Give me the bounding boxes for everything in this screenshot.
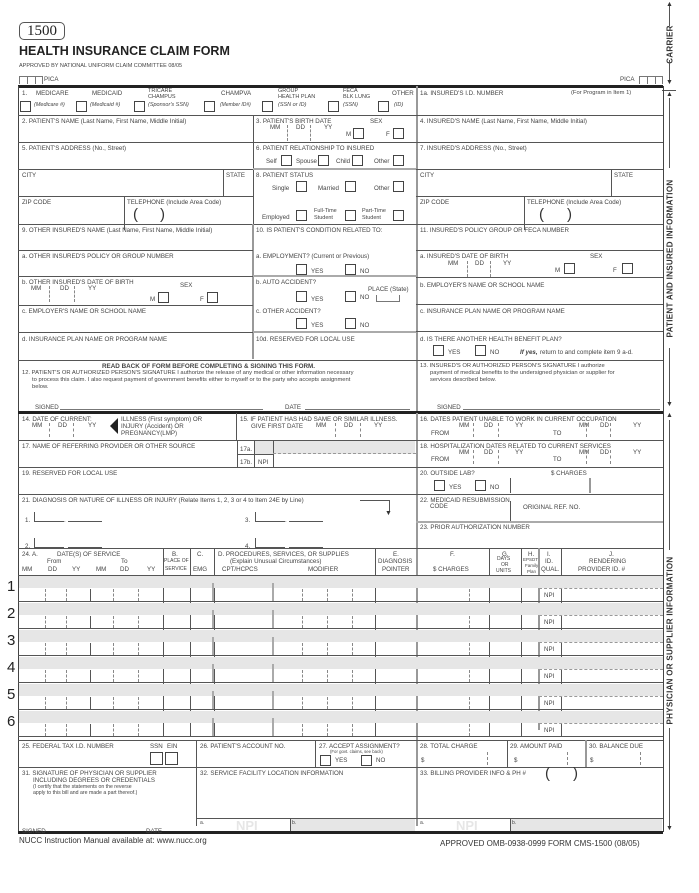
item-1a-label: 1a. INSURED'S I.D. NUMBER [420, 90, 504, 97]
facility-npi-watermark: NPI [236, 818, 258, 833]
facility-other-id-shaded[interactable] [291, 819, 415, 831]
side-label-patient-insured: PATIENT AND INSURED INFORMATION [665, 179, 675, 338]
relationship-child-checkbox[interactable] [352, 155, 363, 166]
referring-provider-input[interactable] [20, 452, 235, 466]
patient-zip-label: ZIP CODE [22, 199, 52, 206]
insured-employer-input[interactable] [420, 290, 660, 304]
other-insured-plan-input[interactable] [20, 344, 250, 358]
item-12-text: 12. PATIENT'S OR AUTHORIZED PERSON'S SIGNATURE I authorize the release of any medical or other information necessary [22, 370, 354, 376]
item-21-label: 21. DIAGNOSIS OR NATURE OF ILLNESS OR INJURY (Relate Items 1, 2, 3 or 4 to Item 24E by Line) [22, 497, 304, 504]
item-10d-label: 10d. RESERVED FOR LOCAL USE [256, 336, 355, 343]
other-accident-no-checkbox[interactable] [345, 318, 356, 329]
other-insured-sex-m-checkbox[interactable] [158, 292, 169, 303]
item-31-label: 31. SIGNATURE OF PHYSICIAN OR SUPPLIER [22, 770, 157, 777]
other-accident-yes-checkbox[interactable] [296, 318, 307, 329]
service-line-number: 6 [7, 713, 16, 730]
item-29-label: 29. AMOUNT PAID [510, 743, 563, 750]
item-9b-label: b. OTHER INSURED'S DATE OF BIRTH [22, 279, 134, 286]
item-25-label: 25. FEDERAL TAX I.D. NUMBER [22, 743, 114, 750]
item-9c-label: c. EMPLOYER'S NAME OR SCHOOL NAME [22, 308, 147, 315]
patient-account-input[interactable] [200, 751, 312, 765]
item-19-label: 19. RESERVED FOR LOCAL USE [22, 470, 118, 477]
service-line-number: 5 [7, 686, 16, 703]
facility-npi-input[interactable] [205, 819, 288, 831]
referring-npi-input[interactable] [275, 455, 414, 467]
status-employed-checkbox[interactable] [296, 210, 307, 221]
pica-left-boxes[interactable] [19, 76, 43, 84]
insured-city-label: CITY [420, 172, 435, 179]
insured-phone-label: TELEPHONE (Include Area Code) [527, 199, 622, 206]
diagnosis-2-suffix-input[interactable] [68, 538, 102, 548]
insured-name-input[interactable] [420, 126, 660, 140]
service-line-npi-label: NPI [544, 673, 555, 680]
amount-paid-input[interactable] [520, 752, 582, 765]
patient-city-input[interactable] [20, 180, 220, 194]
service-line-npi-label: NPI [544, 700, 555, 707]
item-10c-label: c. OTHER ACCIDENT? [256, 308, 321, 315]
insured-policy-group-input[interactable] [420, 235, 660, 249]
footer-omb-approval: APPROVED OMB-0938-0999 FORM CMS-1500 (08/05) [440, 839, 640, 848]
patient-phone-label: TELEPHONE (Include Area Code) [127, 199, 222, 206]
service-line-shaded-1[interactable] [19, 576, 663, 588]
original-ref-input[interactable] [512, 511, 660, 521]
patient-signature-date[interactable] [305, 402, 410, 410]
accept-assignment-no-checkbox[interactable] [361, 755, 372, 766]
item-23-label: 23. PRIOR AUTHORIZATION NUMBER [420, 524, 530, 531]
other-insured-sex-f-checkbox[interactable] [207, 292, 218, 303]
insured-address-input[interactable] [420, 153, 660, 167]
status-parttime-student-checkbox[interactable] [393, 210, 404, 221]
read-back-notice: READ BACK OF FORM BEFORE COMPLETING & SIGNING THIS FORM. [102, 363, 316, 370]
diagnosis-4-input[interactable] [255, 538, 285, 548]
relationship-self-checkbox[interactable] [281, 155, 292, 166]
insured-sex-m-checkbox[interactable] [564, 263, 575, 274]
item-9a-label: a. OTHER INSURED'S POLICY OR GROUP NUMBER [22, 253, 174, 260]
service-line-2-input[interactable] [20, 616, 660, 628]
insured-city-input[interactable] [420, 180, 608, 194]
diagnosis-2-input[interactable] [34, 538, 64, 548]
service-facility-input[interactable] [200, 778, 412, 816]
auto-accident-no-checkbox[interactable] [345, 291, 356, 302]
billing-npi-input[interactable] [425, 819, 508, 831]
pica-right-label: PICA [620, 76, 635, 83]
diagnosis-1-suffix-input[interactable] [68, 512, 102, 522]
insured-signature-line[interactable] [463, 402, 660, 410]
tricare-checkbox[interactable] [134, 101, 145, 112]
item-14-label: 14. DATE OF CURRENT: [22, 416, 92, 423]
service-line-1-input[interactable] [20, 589, 660, 601]
item-30-label: 30. BALANCE DUE [589, 743, 643, 750]
service-line-npi-label: NPI [544, 619, 555, 626]
status-married-checkbox[interactable] [345, 181, 356, 192]
item-13-text: 13. INSURED'S OR AUTHORIZED PERSON'S SIGNATURE I authorize [420, 363, 605, 369]
federal-tax-id-input[interactable] [20, 751, 146, 765]
diagnosis-3-suffix-input[interactable] [289, 512, 323, 522]
relationship-other-checkbox[interactable] [393, 155, 404, 166]
insured-state-label: STATE [614, 172, 634, 179]
patient-address-input[interactable] [20, 153, 250, 167]
program-medicare-label: MEDICARE [36, 90, 69, 97]
relationship-spouse-checkbox[interactable] [318, 155, 329, 166]
diagnosis-3-input[interactable] [255, 512, 285, 522]
outside-lab-yes-checkbox[interactable] [434, 480, 445, 491]
medicaid-checkbox[interactable] [76, 101, 87, 112]
patient-sex-f-checkbox[interactable] [393, 128, 404, 139]
service-line-6-input[interactable] [20, 724, 660, 736]
ein-checkbox[interactable] [165, 752, 178, 765]
service-line-npi-label: NPI [544, 592, 555, 599]
program-other-label: OTHER [392, 90, 414, 97]
item-27-label: 27. ACCEPT ASSIGNMENT? [319, 743, 400, 750]
service-line-number: 4 [7, 659, 16, 676]
form-title: HEALTH INSURANCE CLAIM FORM [19, 44, 230, 58]
program-champva-label: CHAMPVA [221, 90, 252, 97]
billing-npi-watermark: NPI [456, 818, 478, 833]
reserved-local-use-10d-input[interactable] [256, 344, 414, 358]
item-22-label: 22. MEDICAID RESUBMISSION [420, 497, 510, 504]
item-15-label: 15. IF PATIENT HAS HAD SAME OR SIMILAR ILLNESS. [240, 416, 398, 423]
accident-state-input[interactable] [376, 295, 400, 302]
item-6-label: 6. PATIENT RELATIONSHIP TO INSURED [256, 145, 375, 152]
insured-sex-f-checkbox[interactable] [622, 263, 633, 274]
physician-signature-date-input[interactable] [160, 820, 194, 830]
program-medicaid-label: MEDICAID [92, 90, 123, 97]
employment-no-checkbox[interactable] [345, 264, 356, 275]
item-10-label: 10. IS PATIENT'S CONDITION RELATED TO: [256, 227, 383, 234]
auto-accident-yes-checkbox[interactable] [296, 291, 307, 302]
service-line-number: 3 [7, 632, 16, 649]
item-32-label: 32. SERVICE FACILITY LOCATION INFORMATION [200, 770, 344, 777]
item-10a-label: a. EMPLOYMENT? (Current or Previous) [256, 253, 370, 260]
service-line-4-input[interactable] [20, 670, 660, 682]
service-line-npi-label: NPI [544, 727, 555, 734]
employment-yes-checkbox[interactable] [296, 264, 307, 275]
insured-id-input[interactable] [420, 98, 660, 114]
item-11c-label: c. INSURANCE PLAN NAME OR PROGRAM NAME [420, 308, 565, 315]
item-3-label: 3. PATIENT'S BIRTH DATE [256, 118, 332, 125]
balance-due-input[interactable] [597, 752, 660, 765]
item-4-label: 4. INSURED'S NAME (Last Name, First Name, Middle Initial) [420, 118, 587, 125]
item-5-label: 5. PATIENT'S ADDRESS (No., Street) [22, 145, 127, 152]
item-11-label: 11. INSURED'S POLICY GROUP OR FECA NUMBER [420, 227, 570, 234]
medicare-checkbox[interactable] [20, 101, 31, 112]
prior-auth-input[interactable] [420, 532, 660, 546]
item-20-label: 20. OUTSIDE LAB? [420, 470, 475, 477]
outside-lab-no-checkbox[interactable] [475, 480, 486, 491]
patient-name-input[interactable] [20, 126, 250, 140]
insured-state-input[interactable] [613, 180, 661, 194]
item-26-label: 26. PATIENT'S ACCOUNT NO. [200, 743, 286, 750]
service-line-shaded-6[interactable] [19, 711, 663, 723]
item-9-label: 9. OTHER INSURED'S NAME (Last Name, First Name, Middle Initial) [22, 227, 213, 234]
total-charge-input[interactable] [428, 752, 503, 765]
physician-signature-input[interactable] [20, 800, 140, 826]
diagnosis-4-suffix-input[interactable] [289, 538, 323, 548]
pica-right-boxes[interactable] [639, 76, 663, 84]
other-insured-employer-input[interactable] [20, 316, 250, 330]
item-10b-label: b. AUTO ACCIDENT? [256, 279, 317, 286]
billing-other-id-shaded[interactable] [511, 819, 662, 831]
item-11b-label: b. EMPLOYER'S NAME OR SCHOOL NAME [420, 282, 545, 289]
item-11a-label: a. INSURED'S DATE OF BIRTH [420, 253, 509, 260]
resubmission-code-input[interactable] [420, 511, 508, 521]
feca-checkbox[interactable] [328, 101, 339, 112]
service-line-shaded-3[interactable] [19, 630, 663, 642]
other-insured-policy-input[interactable] [20, 261, 250, 275]
group-health-plan-checkbox[interactable] [262, 101, 273, 112]
patient-state-input[interactable] [225, 180, 251, 194]
accept-assignment-yes-checkbox[interactable] [320, 755, 331, 766]
item-8-label: 8. PATIENT STATUS [256, 172, 314, 179]
service-line-3-input[interactable] [20, 643, 660, 655]
other-program-checkbox[interactable] [378, 101, 389, 112]
service-line-shaded-4[interactable] [19, 657, 663, 669]
service-line-shaded-2[interactable] [19, 603, 663, 615]
side-label-physician-supplier: PHYSICIAN OR SUPPLIER INFORMATION [665, 556, 675, 725]
diagnosis-1-input[interactable] [34, 512, 64, 522]
service-line-number: 1 [7, 578, 16, 595]
pica-left-label: PICA [44, 76, 59, 83]
patient-state-label: STATE [226, 172, 246, 179]
item-7-label: 7. INSURED'S ADDRESS (No., Street) [420, 145, 527, 152]
arrow-down-icon: ▼ [385, 510, 392, 517]
col-24a-label: 24. A. [22, 551, 38, 558]
billing-provider-input[interactable] [420, 778, 660, 816]
item-33-label: 33. BILLING PROVIDER INFO & PH # [420, 770, 526, 777]
approved-by: APPROVED BY NATIONAL UNIFORM CLAIM COMMITTEE 08/05 [19, 63, 183, 69]
another-plan-yes-checkbox[interactable] [433, 345, 444, 356]
item-28-label: 28. TOTAL CHARGE [420, 743, 478, 750]
status-single-checkbox[interactable] [296, 181, 307, 192]
item-9d-label: d. INSURANCE PLAN NAME OR PROGRAM NAME [22, 336, 168, 343]
another-plan-no-checkbox[interactable] [475, 345, 486, 356]
insured-zip-label: ZIP CODE [420, 199, 450, 206]
champva-checkbox[interactable] [204, 101, 215, 112]
reserved-local-use-19-input[interactable] [20, 478, 413, 492]
side-label-carrier: CARRIER [665, 25, 675, 64]
patient-signature-line[interactable] [60, 402, 263, 410]
patient-city-label: CITY [22, 172, 37, 179]
service-line-number: 2 [7, 605, 16, 622]
arrow-left-icon [110, 418, 118, 434]
service-line-shaded-5[interactable] [19, 684, 663, 696]
item-17-label: 17. NAME OF REFERRING PROVIDER OR OTHER SOURCE [22, 443, 196, 450]
status-other-checkbox[interactable] [393, 181, 404, 192]
footer-nucc-note: NUCC Instruction Manual available at: www.nucc.org [19, 836, 207, 845]
form-number-badge: 1500 [19, 22, 65, 40]
status-fulltime-student-checkbox[interactable] [345, 210, 356, 221]
item-16-label: 16. DATES PATIENT UNABLE TO WORK IN CURRENT OCCUPATION [420, 416, 617, 423]
other-insured-name-input[interactable] [20, 235, 250, 249]
item-11d-label: d. IS THERE ANOTHER HEALTH BENEFIT PLAN? [420, 336, 562, 343]
item-18-label: 18. HOSPITALIZATION DATES RELATED TO CURRENT SERVICES [420, 443, 611, 450]
ssn-checkbox[interactable] [150, 752, 163, 765]
patient-sex-m-checkbox[interactable] [353, 128, 364, 139]
item-2-label: 2. PATIENT'S NAME (Last Name, First Name, Middle Initial) [22, 118, 187, 125]
service-line-npi-label: NPI [544, 646, 555, 653]
insured-plan-name-input[interactable] [420, 316, 660, 330]
service-line-5-input[interactable] [20, 697, 660, 709]
